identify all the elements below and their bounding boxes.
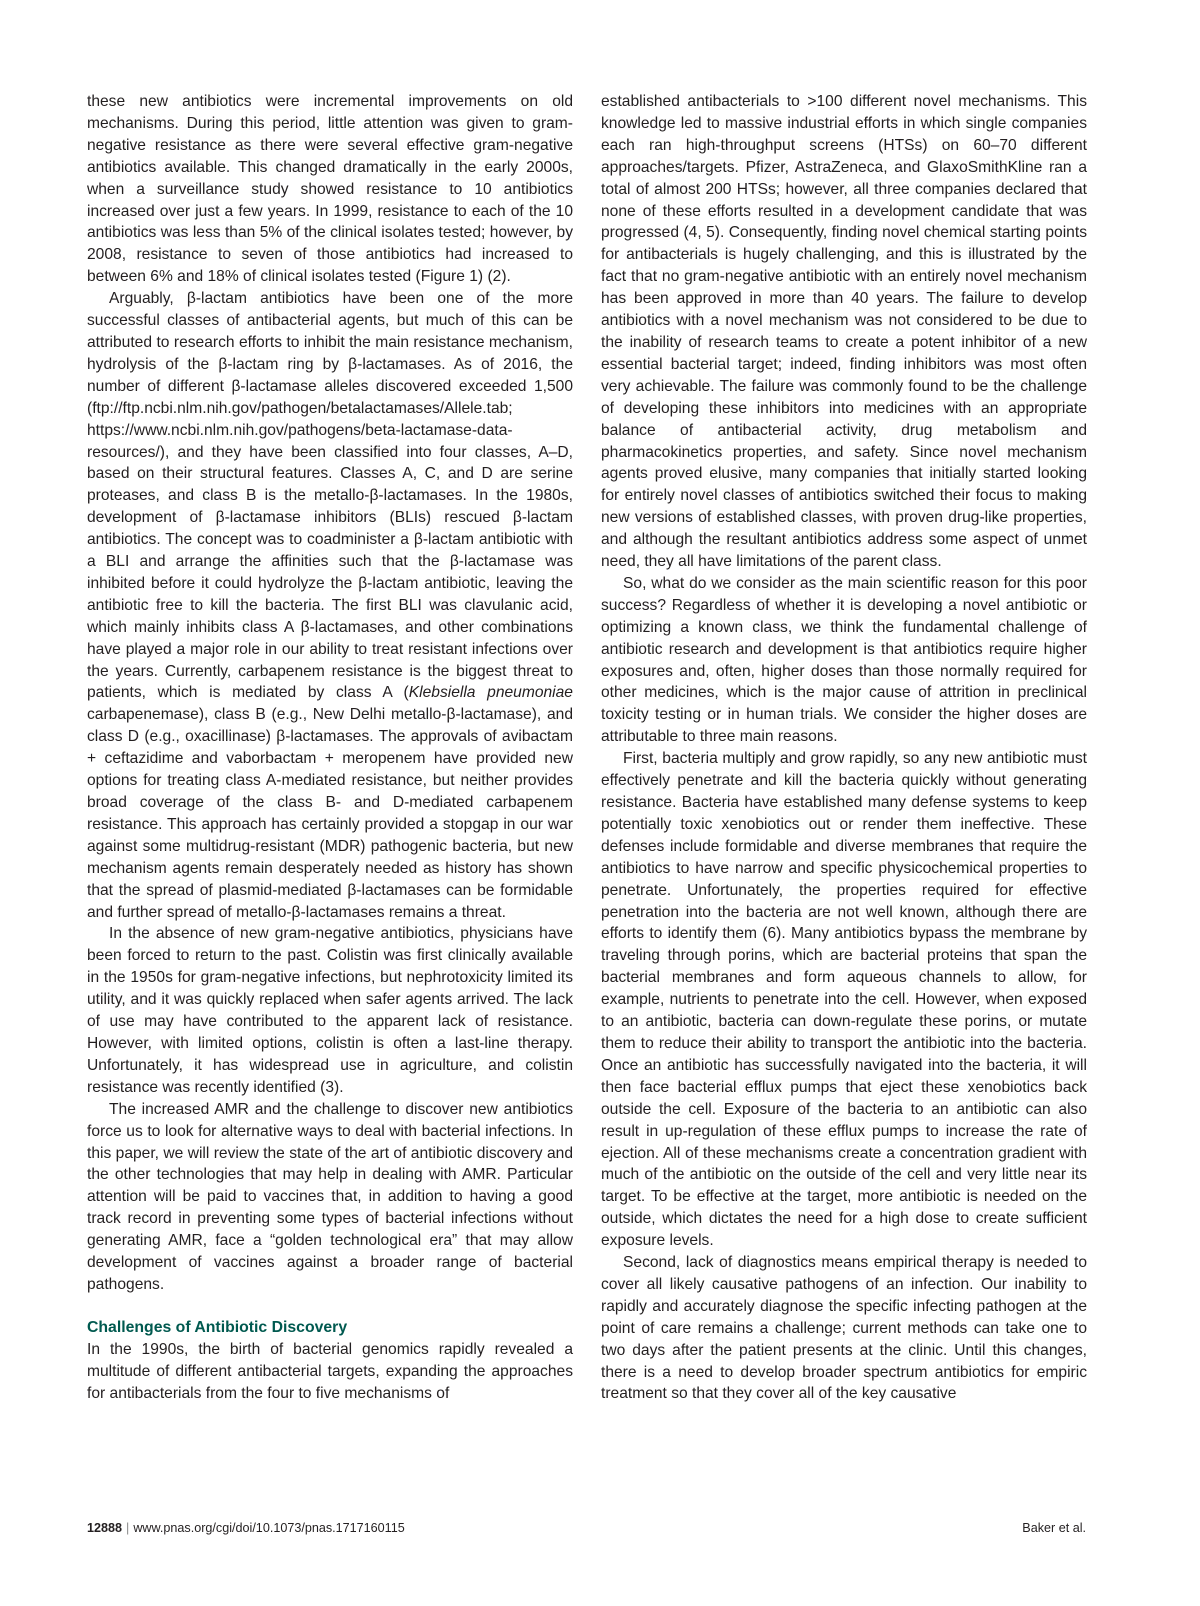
paragraph: The increased AMR and the challenge to discover new antibiotics force us to look for alternative ways to deal with bacterial infections. In this paper, we will review the state of the art of antibiotic discovery and the other technologies that may help in dealing with AMR. Particular attention will be paid to vaccines that, in addition to having a good track record in preventing some types of bacterial infections without generating AMR, face a “golden technological era” that may allow development of vaccines against a broader range of bacterial pathogens.	[87, 1100, 573, 1293]
running-authors: Baker et al.	[1022, 1521, 1086, 1535]
paragraph	[87, 288, 573, 923]
species-name: Klebsiella pneumoniae	[408, 684, 573, 702]
paragraph-text: carbapenemase), class B (e.g., New Delhi metallo-β-lactamase), and class D (e.g., oxacillinase) β-lactamases. The approvals of avibactam + ceftazidime and vaborbactam + meropenem have provided new options for treating class A-mediated resistance, but neither provides broad coverage of the class B- and D-mediated carbapenem resistance. This approach has certainly provided a stopgap in our war against some multidrug-resistant (MDR) pathogenic bacteria, but new mechanism agents remain desperately needed as history has shown that the spread of plasmid-mediated β-lactamases can be formidable and further spread of metallo-β-lactamases remains a threat.	[87, 706, 573, 921]
paragraph: these new antibiotics were incremental improvements on old mechanisms. During this period, little attention was given to gram-negative resistance as there were several effective gram-negative antibiotics available. This changed dramatically in the early 2000s, when a surveillance study showed resistance to 10 antibiotics increased over just a few years. In 1999, resistance to each of the 10 antibiotics was less than 5% of the clinical isolates tested; however, by 2008, resistance to seven of those antibiotics had increased to between 6% and 18% of clinical isolates tested (Figure 1) (2).	[87, 93, 573, 286]
paragraph: In the 1990s, the birth of bacterial genomics rapidly revealed a multitude of different antibacterial targets, expanding the approaches for antibacterials from the four to five mechanisms of	[87, 1340, 573, 1402]
left-column	[87, 91, 573, 1404]
page-number: 12888	[87, 1521, 123, 1535]
paragraph-text: Arguably, β-lactam antibiotics have been one of the more successful classes of antibacterial agents, but much of this can be attributed to research efforts to inhibit the main resistance mechanism, hydrolysis of the β-lactam ring by β-lactamases. As of 2016, the number of different β-lactamase alleles discovered exceeded 1,500 (ftp://ftp.ncbi.nlm.nih.gov/pathogen/betalactamases/Allele.tab; https://www.ncbi.nlm.nih.gov/pathogens/beta-lactamase-data-resources/), and they have been classified into four classes, A–D, based on their structural features. Classes A, C, and D are serine proteases, and class B is the metallo-β-lactamases. In the 1980s, development of β-lactamase inhibitors (BLIs) rescued β-lactam antibiotics. The concept was to coadminister a β-lactam antibiotic with a BLI and arrange the affinities such that the β-lactamase was inhibited before it could hydrolyze the β-lactam antibiotic, leaving the antibiotic free to kill the bacteria. The first BLI was clavulanic acid, which mainly inhibits class A β-lactamases, and other combinations have played a major role in our ability to treat resistant infections over the years. Currently, carbapenem resistance is the biggest threat to patients, which is mediated by class A (	[87, 290, 573, 702]
page-footer	[87, 1521, 1086, 1535]
paragraph: In the absence of new gram-negative antibiotics, physicians have been forced to return to the past. Colistin was first clinically available in the 1950s for gram-negative infections, but nephrotoxicity limited its utility, and it was quickly replaced when safer agents arrived. The lack of use may have contributed to the apparent lack of resistance. However, with limited options, colistin is often a last-line therapy. Unfortunately, it has widespread use in agriculture, and colistin resistance was recently identified (3).	[87, 925, 573, 1096]
paragraph: First, bacteria multiply and grow rapidly, so any new antibiotic must effectively penetrate and kill the bacteria quickly without generating resistance. Bacteria have established many defense systems to keep potentially toxic xenobiotics out or render them ineffective. These defenses include formidable and diverse membranes that require the antibiotics to have narrow and specific physicochemical properties to penetrate. Unfortunately, the properties required for effective penetration into the bacteria are not well known, although there are efforts to identify them (6). Many antibiotics bypass the membrane by traveling through porins, which are bacterial proteins that span the bacterial membranes and form aqueous channels to allow, for example, nutrients to penetrate into the cell. However, when exposed to an antibiotic, bacteria can down-regulate these porins, or mutate them to reduce their ability to transport the antibiotic into the bacteria. Once an antibiotic has successfully navigated into the bacteria, it will then face bacterial efflux pumps that eject these xenobiotics back outside the cell. Exposure of the bacteria to an antibiotic can also result in up-regulation of these efflux pumps to increase the rate of ejection. All of these mechanisms create a concentration gradient with much of the antibiotic on the outside of the cell and very little near its target. To be effective at the target, more antibiotic is needed on the outside, which dictates the need for a high dose to create sufficient exposure levels.	[601, 750, 1087, 1250]
doi-link[interactable]: www.pnas.org/cgi/doi/10.1073/pnas.1717160115	[133, 1521, 405, 1535]
right-column	[601, 91, 1087, 1405]
paragraph: Second, lack of diagnostics means empirical therapy is needed to cover all likely causative pathogens of an infection. Our inability to rapidly and accurately diagnose the specific infecting pathogen at the point of care remains a challenge; current methods can take one to two days after the patient presents at the clinic. Until this changes, there is a need to develop broader spectrum antibiotics for empiric treatment so that they cover all of the key causative	[601, 1254, 1087, 1403]
paragraph: established antibacterials to >100 different novel mechanisms. This knowledge led to massive industrial efforts in which single companies each ran high-throughput screens (HTSs) on 60–70 different approaches/targets. Pfizer, AstraZeneca, and GlaxoSmithKline ran a total of almost 200 HTSs; however, all three companies declared that none of these efforts resulted in a development candidate that was progressed (4, 5). Consequently, finding novel chemical starting points for antibacterials is hugely challenging, and this is illustrated by the fact that no gram-negative antibiotic with an entirely novel mechanism has been approved in more than 40 years. The failure to develop antibiotics with a novel mechanism was not considered to be due to the inability of research teams to create a potent inhibitor of a new essential bacterial target; indeed, finding inhibitors was most often very achievable. The failure was commonly found to be the challenge of developing these inhibitors into medicines with an appropriate balance of antibacterial activity, drug metabolism and pharmacokinetics properties, and safety. Since novel mechanism agents proved elusive, many companies that initially started looking for entirely novel classes of antibiotics switched their focus to making new versions of established classes, with proven drug-like properties, and although the resultant antibiotics address some aspect of unmet need, they all have limitations of the parent class.	[601, 93, 1087, 571]
footer-separator: |	[126, 1521, 130, 1535]
paragraph: So, what do we consider as the main scientific reason for this poor success? Regardless of whether it is developing a novel antibiotic or optimizing a known class, we think the fundamental challenge of antibiotic research and development is that antibiotics require higher exposures and, often, higher doses than those normally required for other medicines, which is the major cause of attrition in preclinical toxicity testing or in human trials. We consider the higher doses are attributable to three main reasons.	[601, 574, 1087, 746]
section-heading: Challenges of Antibiotic Discovery	[87, 1318, 348, 1336]
